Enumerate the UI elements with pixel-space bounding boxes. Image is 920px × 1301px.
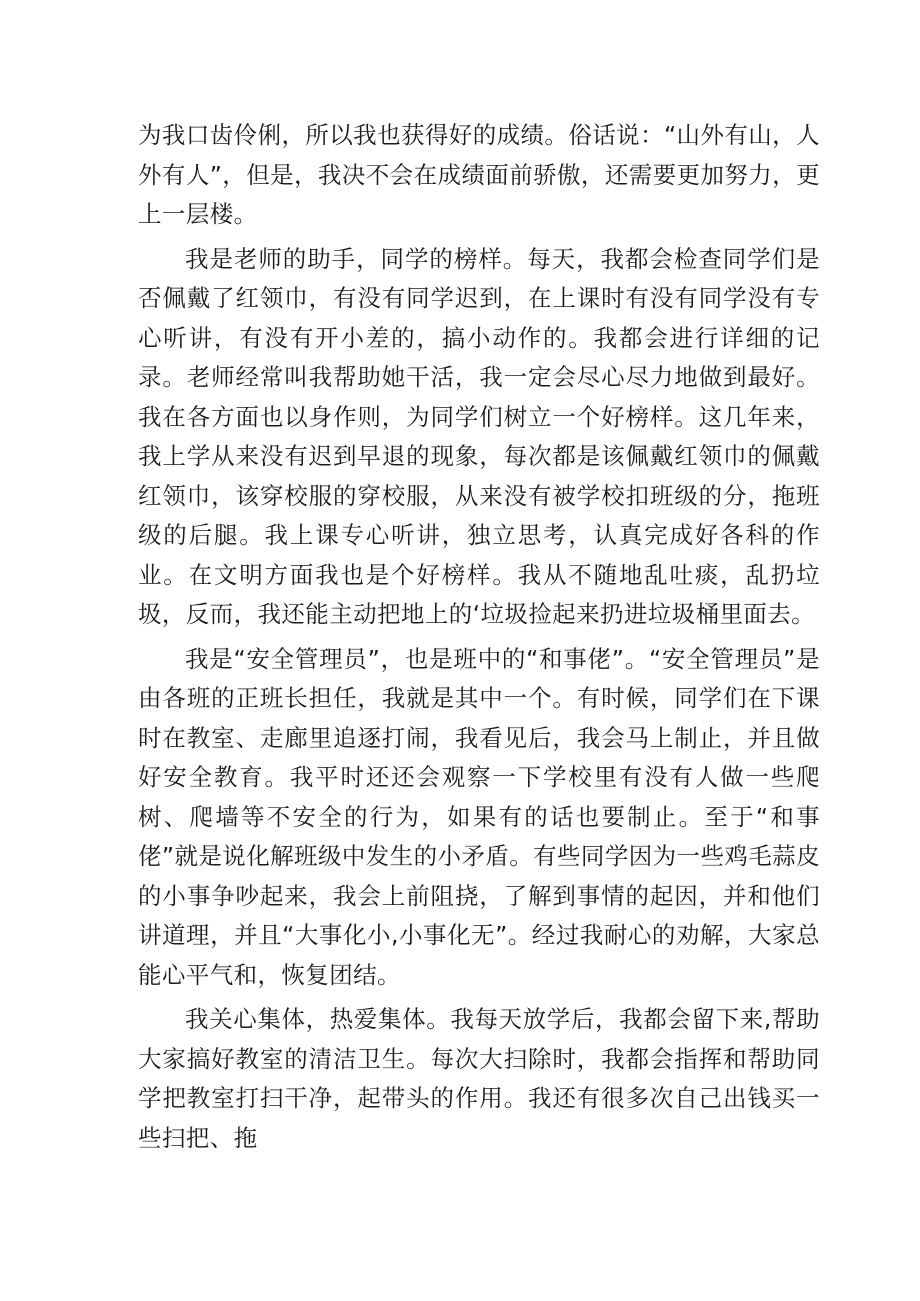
paragraph-teacher-helper: 我是老师的助手，同学的榜样。每天，我都会检查同学们是否佩戴了红领巾，有没有同学迟到，在上课时有没有同学没有专心听讲，有没有开小差的，搞小动作的。我都会进行详细的记录。老师经常叫我帮助她干活，我一定会尽心尽力地做到最好。我在各方面也以身作则，为同学们树立一个好榜样。这几年来，我上学从来没有迟到早退的现象，每次都是该佩戴红领巾的佩戴红领巾，该穿校服的穿校服，从来没有被学校扣班级的分，拖班级的后腿。我上课专心听讲，独立思考，认真完成好各科的作业。在文明方面我也是个好榜样。我从不随地乱吐痰，乱扔垃圾，反而，我还能主动把地上的‘垃圾捡起来扔进垃圾桶里面去。 <box>138 244 820 628</box>
paragraph-care-collective: 我关心集体，热爱集体。我每天放学后，我都会留下来,帮助大家搞好教室的清洁卫生。每次大扫除时，我都会指挥和帮助同学把教室打扫干净，起带头的作用。我还有很多次自己出钱买一些扫把、拖 <box>138 1005 820 1152</box>
paragraph-continuation: 为我口齿伶俐，所以我也获得好的成绩。俗话说：“山外有山，人外有人”，但是，我决不会在成绩面前骄傲，还需要更加努力，更上一层楼。 <box>138 121 820 228</box>
paragraph-safety-manager: 我是“安全管理员”，也是班中的“和事佬”。“安全管理员”是由各班的正班长担任，我就是其中一个。有时候，同学们在下课时在教室、走廊里追逐打闹，我看见后，我会马上制止，并且做好安全教育。我平时还还会观察一下学校里有没有人做一些爬树、爬墙等不安全的行为，如果有的话也要制止。至于“和事佬”就是说化解班级中发生的小矛盾。有些同学因为一些鸡毛蒜皮的小事争吵起来，我会上前阻挠，了解到事情的起因，并和他们讲道理，并且“大事化小,小事化无”。经过我耐心的劝解，大家总能心平气和，恢复团结。 <box>138 644 820 989</box>
document-body <box>138 116 820 1163</box>
